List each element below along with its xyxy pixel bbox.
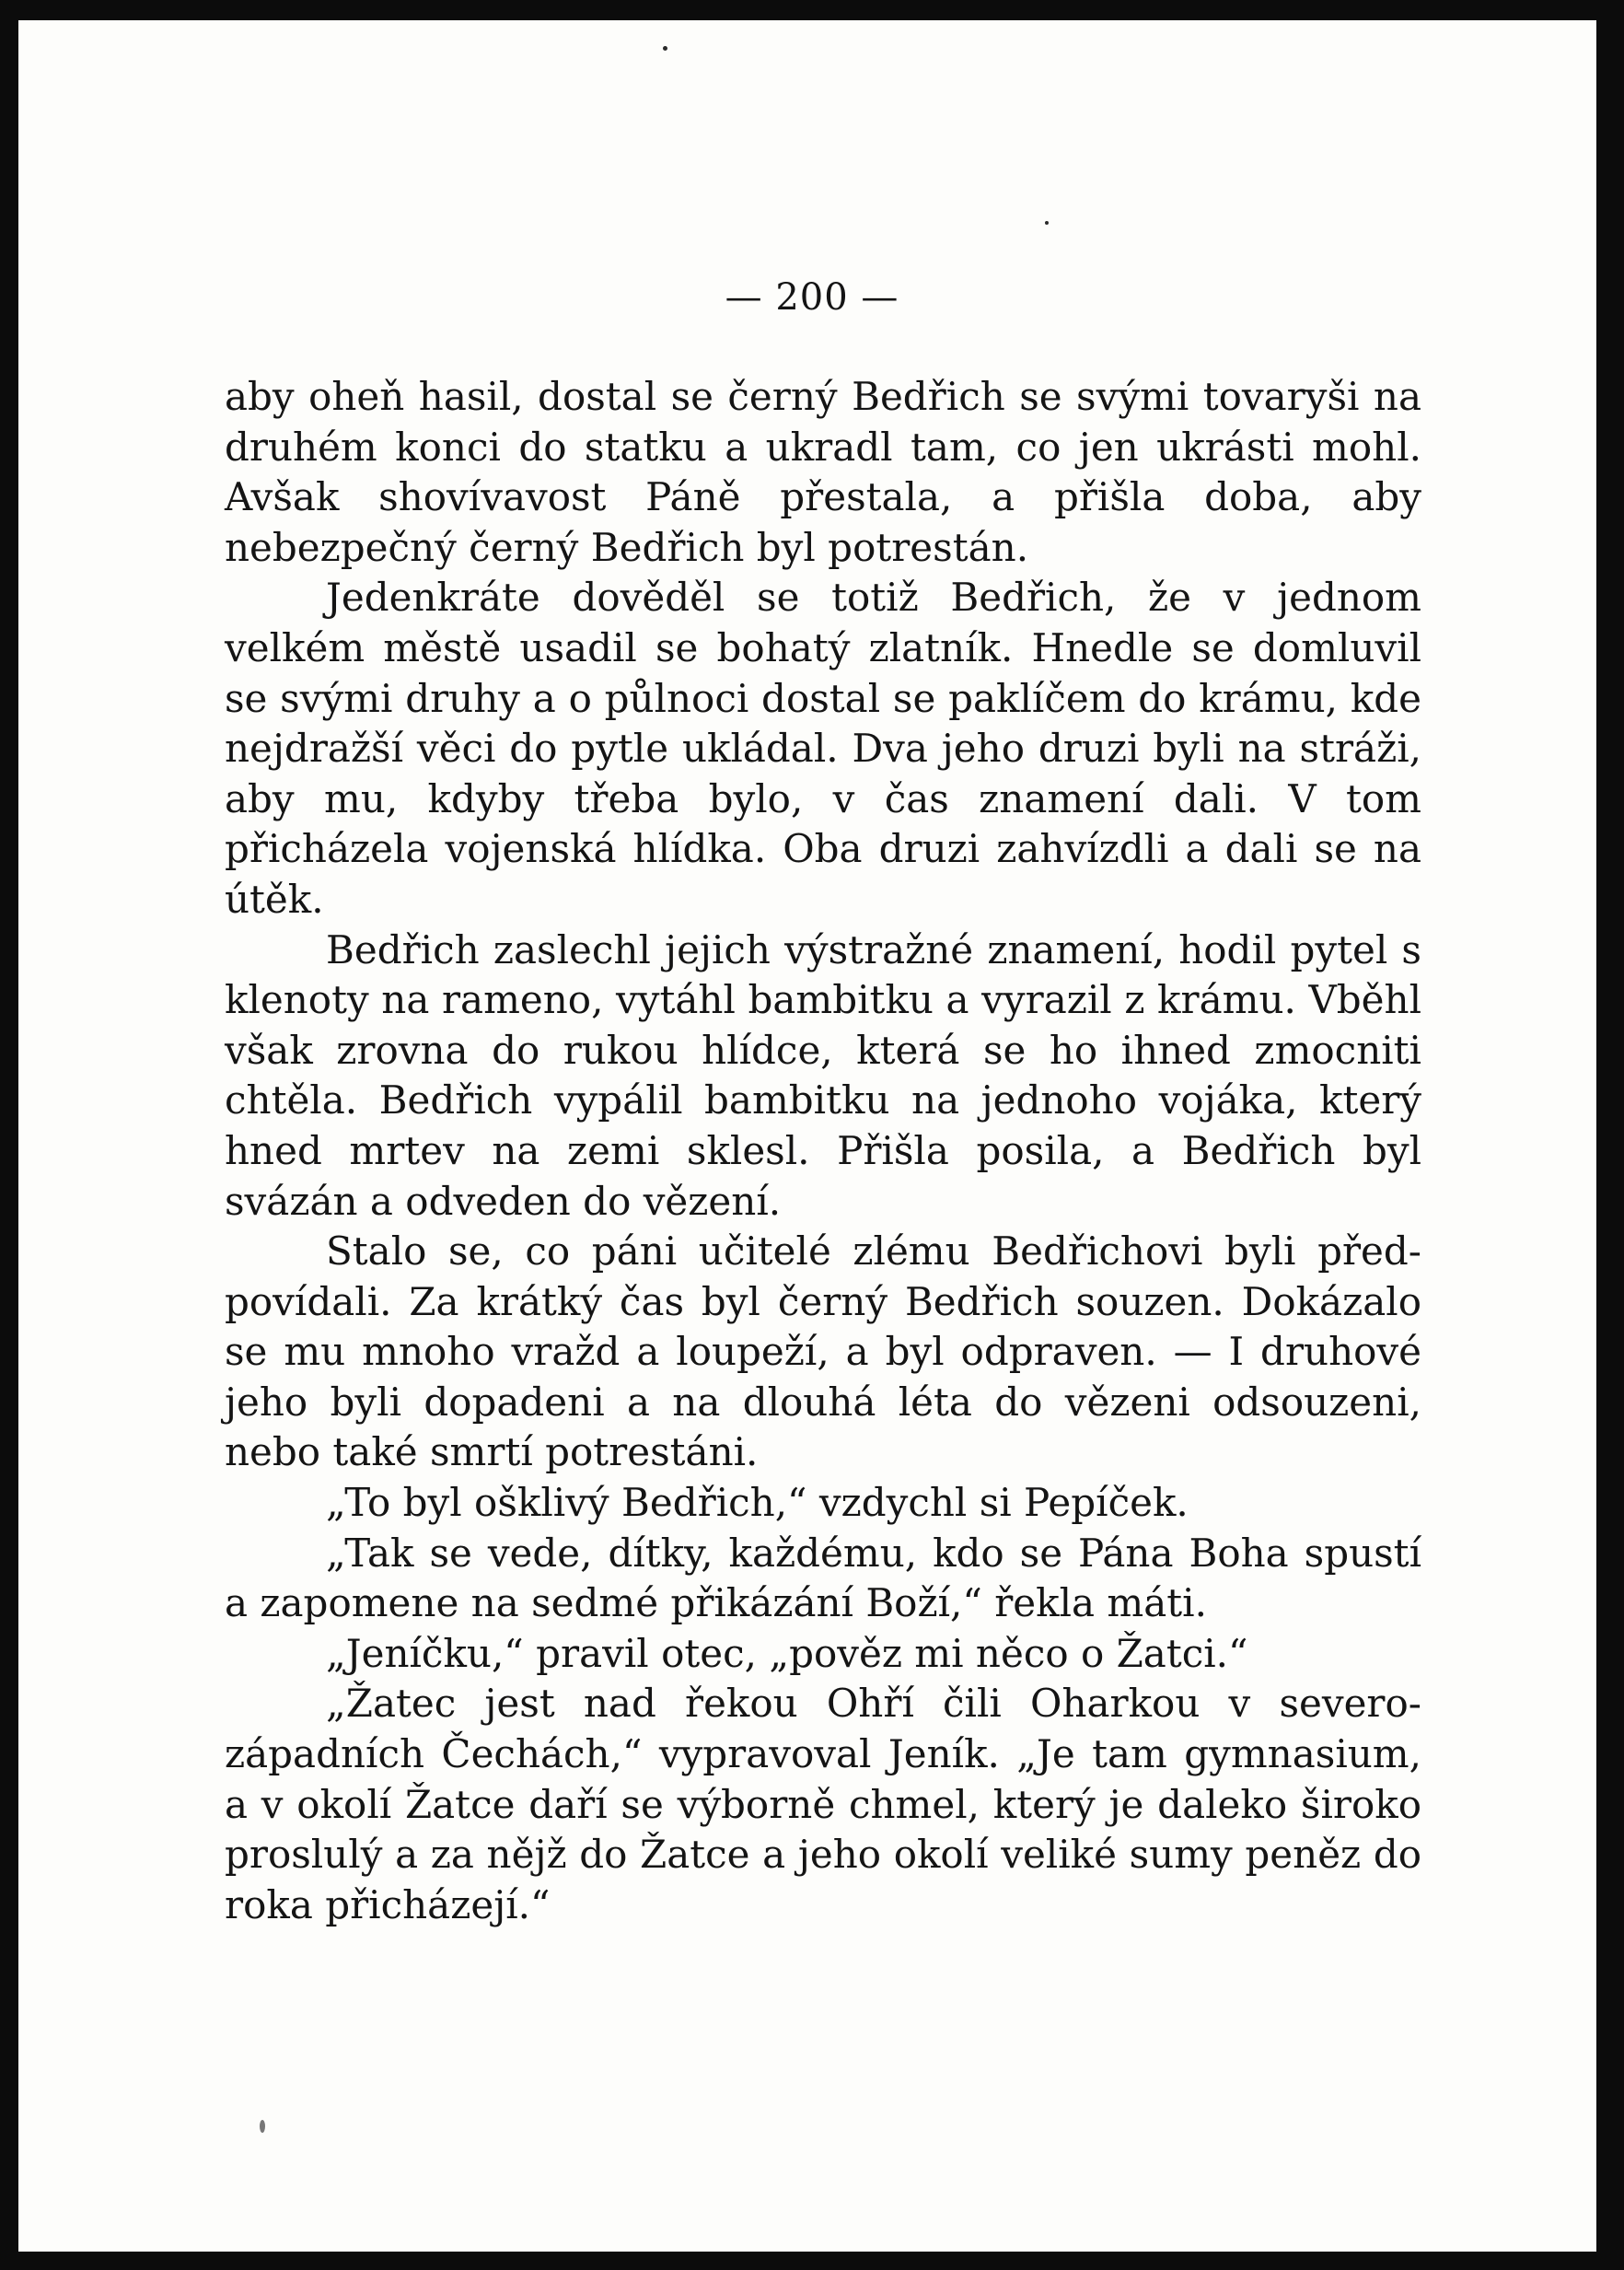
paragraph: „Žatec jest nad řekou Ohří čili Oharkou v severozápadních Čechách,“ vypravoval Jeník. „Je tam gymnasium, a v okolí Žatce daří se výborně chmel, který je daleko široko proslulý a za nějž do Žatce a jeho okolí veliké sumy peněz do roka přicházejí.“: [225, 1681, 1421, 1927]
paragraph: aby oheň hasil, dostal se černý Bedřich se svými tovaryši na druhém konci do statku a ukradl tam, co jen ukrásti mohl. Avšak shovívavost Páně přestala, a přišla doba, aby nebezpečný černý Bedřich byl potrestán.: [225, 374, 1421, 570]
paper-speck: [663, 46, 667, 51]
paragraph: Bedřich zaslechl jejich výstražné znamení, hodil pytel s klenoty na rameno, vytáhl bambitku a vyrazil z krámu. Vběhl však zrovna do rukou hlídce, která se ho ihned zmocniti chtěla. Bedřich vypálil bambitku na jednoho vojáka, který hned mrtev na zemi sklesl. Přišla posila, a Bedřich byl svázán a odveden do vězení.: [225, 926, 1421, 1224]
page-number: — 200 —: [725, 276, 899, 319]
paper-speck: [1045, 221, 1049, 225]
paragraph: Jedenkráte dověděl se totiž Bedřich, že v jednom velkém městě usadil se bohatý zlatník. Hnedle se domluvil se svými druhy a o půlnoci dostal se paklíčem do krámu, kde nejdražší věci do pytle ukládal. Dva jeho druzi byli na stráži, aby mu, kdyby třeba bylo, v čas znamení dali. V tom přicházela vojenská hlídka. Oba druzi zahvízdli a dali se na útěk.: [225, 575, 1421, 922]
paragraph: „Jeníčku,“ pravil otec, „pověz mi něco o Žatci.“: [326, 1630, 1248, 1676]
paragraph: Stalo se, co páni učitelé zlému Bedřichovi byli předpovídali. Za krátký čas byl černý Bedřich souzen. Dokázalo se mu mnoho vražd a loupeží, a byl odpraven. — I druhové jeho byli dopadeni a na dlouhá léta do vězeni odsouzeni, nebo také smrtí potrestáni.: [225, 1228, 1421, 1475]
paper-speck: [260, 2120, 265, 2133]
paragraph: „Tak se vede, dítky, každému, kdo se Pána Boha spustí a zapomene na sedmé přikázání Boží,“ řekla máti.: [225, 1530, 1421, 1626]
paragraph: „To byl ošklivý Bedřich,“ vzdychl si Pepíček.: [326, 1480, 1189, 1526]
body-text: [225, 372, 1421, 1930]
